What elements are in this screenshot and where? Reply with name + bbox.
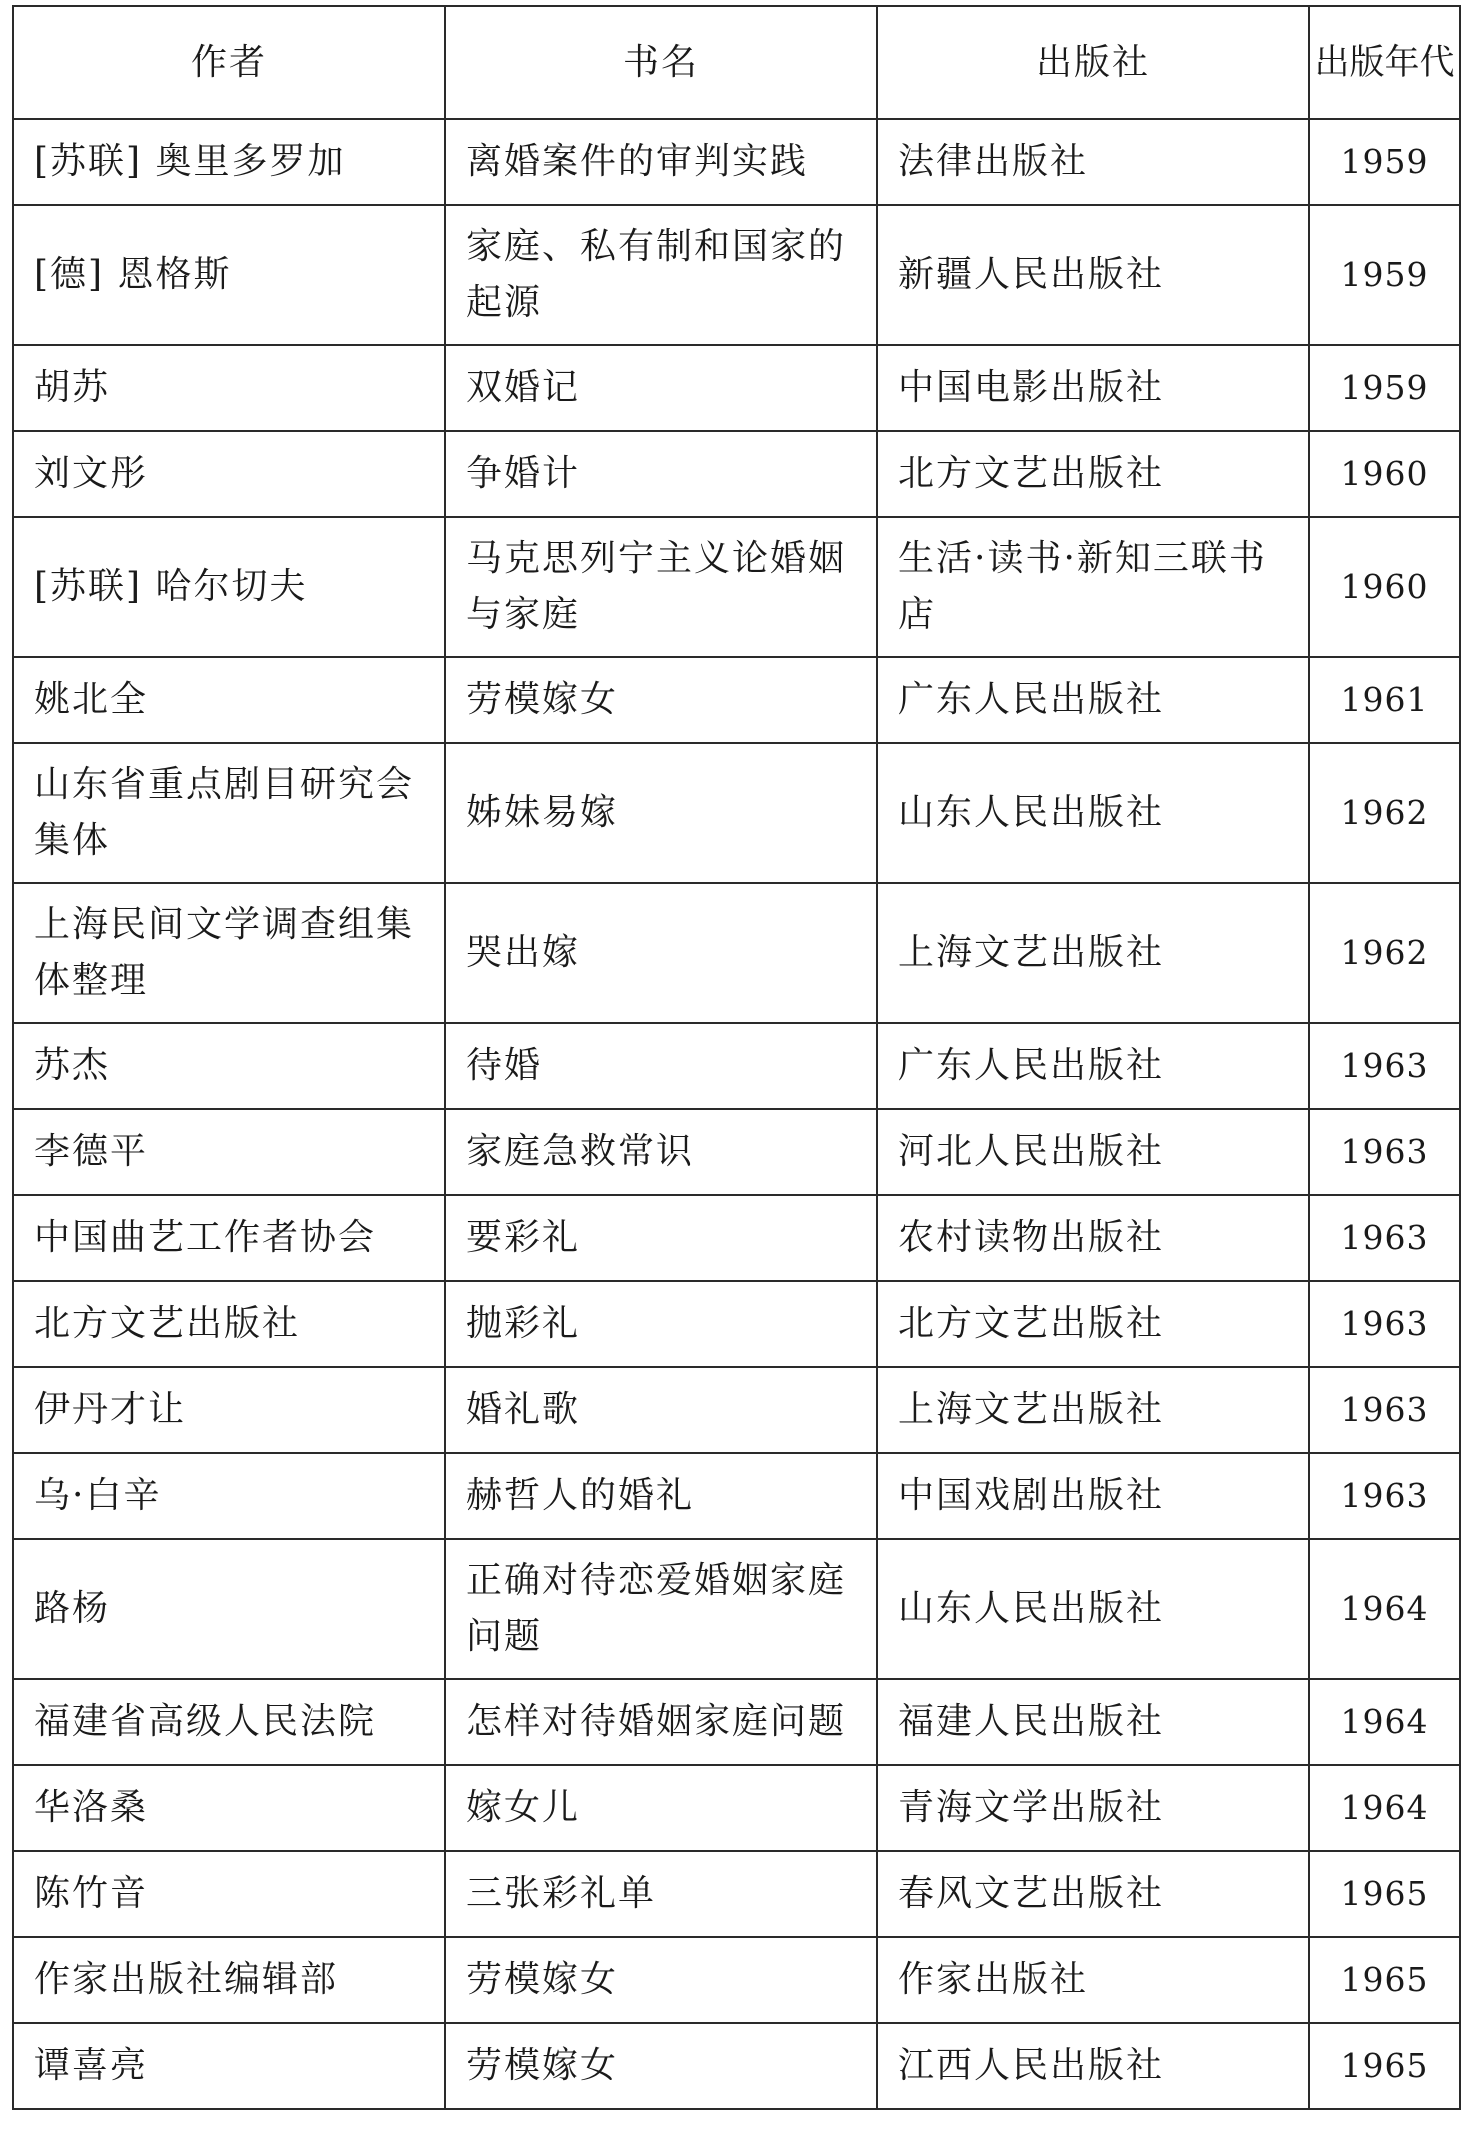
publisher-cell: 生活·读书·新知三联书店 (877, 517, 1309, 657)
author-cell: [苏联] 奥里多罗加 (13, 119, 445, 205)
author-cell: 路杨 (13, 1539, 445, 1679)
table-row (13, 517, 1460, 657)
header-row (13, 6, 1460, 119)
year-cell: 1962 (1309, 743, 1460, 883)
table-row (13, 1109, 1460, 1195)
title-cell: 姊妹易嫁 (445, 743, 877, 883)
title-cell: 家庭急救常识 (445, 1109, 877, 1195)
table-row (13, 1023, 1460, 1109)
title-cell: 要彩礼 (445, 1195, 877, 1281)
author-cell: 福建省高级人民法院 (13, 1679, 445, 1765)
table-row (13, 1367, 1460, 1453)
table-row (13, 1937, 1460, 2023)
publisher-cell: 新疆人民出版社 (877, 205, 1309, 345)
year-cell: 1964 (1309, 1765, 1460, 1851)
author-cell: 中国曲艺工作者协会 (13, 1195, 445, 1281)
title-cell: 马克思列宁主义论婚姻与家庭 (445, 517, 877, 657)
publisher-cell: 北方文艺出版社 (877, 1281, 1309, 1367)
year-cell: 1965 (1309, 2023, 1460, 2109)
title-cell: 劳模嫁女 (445, 2023, 877, 2109)
header-year: 出版年代 (1309, 6, 1460, 119)
title-cell: 双婚记 (445, 345, 877, 431)
year-cell: 1961 (1309, 657, 1460, 743)
author-cell: 谭喜亮 (13, 2023, 445, 2109)
author-cell: 华洛桑 (13, 1765, 445, 1851)
publisher-cell: 法律出版社 (877, 119, 1309, 205)
year-cell: 1963 (1309, 1195, 1460, 1281)
author-cell: 作家出版社编辑部 (13, 1937, 445, 2023)
table-row (13, 2023, 1460, 2109)
author-cell: 乌·白辛 (13, 1453, 445, 1539)
title-cell: 赫哲人的婚礼 (445, 1453, 877, 1539)
author-cell: 上海民间文学调查组集体整理 (13, 883, 445, 1023)
table-row (13, 345, 1460, 431)
year-cell: 1963 (1309, 1367, 1460, 1453)
publisher-cell: 作家出版社 (877, 1937, 1309, 2023)
publisher-cell: 上海文艺出版社 (877, 1367, 1309, 1453)
publisher-cell: 春风文艺出版社 (877, 1851, 1309, 1937)
publisher-cell: 山东人民出版社 (877, 743, 1309, 883)
publisher-cell: 广东人民出版社 (877, 657, 1309, 743)
author-cell: 伊丹才让 (13, 1367, 445, 1453)
table-row (13, 1539, 1460, 1679)
table-row (13, 1281, 1460, 1367)
title-cell: 哭出嫁 (445, 883, 877, 1023)
year-cell: 1960 (1309, 517, 1460, 657)
author-cell: 苏杰 (13, 1023, 445, 1109)
header-title: 书名 (445, 6, 877, 119)
title-cell: 劳模嫁女 (445, 657, 877, 743)
author-cell: 李德平 (13, 1109, 445, 1195)
table-row (13, 1453, 1460, 1539)
year-cell: 1959 (1309, 205, 1460, 345)
title-cell: 家庭、私有制和国家的起源 (445, 205, 877, 345)
year-cell: 1962 (1309, 883, 1460, 1023)
publisher-cell: 江西人民出版社 (877, 2023, 1309, 2109)
publisher-cell: 山东人民出版社 (877, 1539, 1309, 1679)
year-cell: 1963 (1309, 1023, 1460, 1109)
author-cell: 陈竹音 (13, 1851, 445, 1937)
title-cell: 怎样对待婚姻家庭问题 (445, 1679, 877, 1765)
author-cell: 刘文彤 (13, 431, 445, 517)
title-cell: 三张彩礼单 (445, 1851, 877, 1937)
year-cell: 1964 (1309, 1679, 1460, 1765)
author-cell: 北方文艺出版社 (13, 1281, 445, 1367)
year-cell: 1963 (1309, 1109, 1460, 1195)
table-row (13, 657, 1460, 743)
table-row (13, 205, 1460, 345)
author-cell: 胡苏 (13, 345, 445, 431)
publisher-cell: 中国戏剧出版社 (877, 1453, 1309, 1539)
table-row (13, 743, 1460, 883)
year-cell: 1963 (1309, 1281, 1460, 1367)
year-cell: 1965 (1309, 1937, 1460, 2023)
publisher-cell: 中国电影出版社 (877, 345, 1309, 431)
table-row (13, 883, 1460, 1023)
year-cell: 1963 (1309, 1453, 1460, 1539)
table-row (13, 1851, 1460, 1937)
title-cell: 待婚 (445, 1023, 877, 1109)
book-table (12, 5, 1461, 2110)
year-cell: 1959 (1309, 119, 1460, 205)
publisher-cell: 北方文艺出版社 (877, 431, 1309, 517)
table-row (13, 1679, 1460, 1765)
publisher-cell: 广东人民出版社 (877, 1023, 1309, 1109)
year-cell: 1960 (1309, 431, 1460, 517)
title-cell: 正确对待恋爱婚姻家庭问题 (445, 1539, 877, 1679)
year-cell: 1965 (1309, 1851, 1460, 1937)
table-row (13, 431, 1460, 517)
publisher-cell: 福建人民出版社 (877, 1679, 1309, 1765)
title-cell: 劳模嫁女 (445, 1937, 877, 2023)
table-row (13, 1195, 1460, 1281)
table-row (13, 119, 1460, 205)
title-cell: 婚礼歌 (445, 1367, 877, 1453)
publisher-cell: 上海文艺出版社 (877, 883, 1309, 1023)
publisher-cell: 河北人民出版社 (877, 1109, 1309, 1195)
title-cell: 离婚案件的审判实践 (445, 119, 877, 205)
publisher-cell: 农村读物出版社 (877, 1195, 1309, 1281)
header-author: 作者 (13, 6, 445, 119)
title-cell: 争婚计 (445, 431, 877, 517)
author-cell: [德] 恩格斯 (13, 205, 445, 345)
author-cell: 姚北全 (13, 657, 445, 743)
table-row (13, 1765, 1460, 1851)
publisher-cell: 青海文学出版社 (877, 1765, 1309, 1851)
header-publisher: 出版社 (877, 6, 1309, 119)
author-cell: 山东省重点剧目研究会集体 (13, 743, 445, 883)
year-cell: 1964 (1309, 1539, 1460, 1679)
year-cell: 1959 (1309, 345, 1460, 431)
title-cell: 抛彩礼 (445, 1281, 877, 1367)
title-cell: 嫁女儿 (445, 1765, 877, 1851)
author-cell: [苏联] 哈尔切夫 (13, 517, 445, 657)
